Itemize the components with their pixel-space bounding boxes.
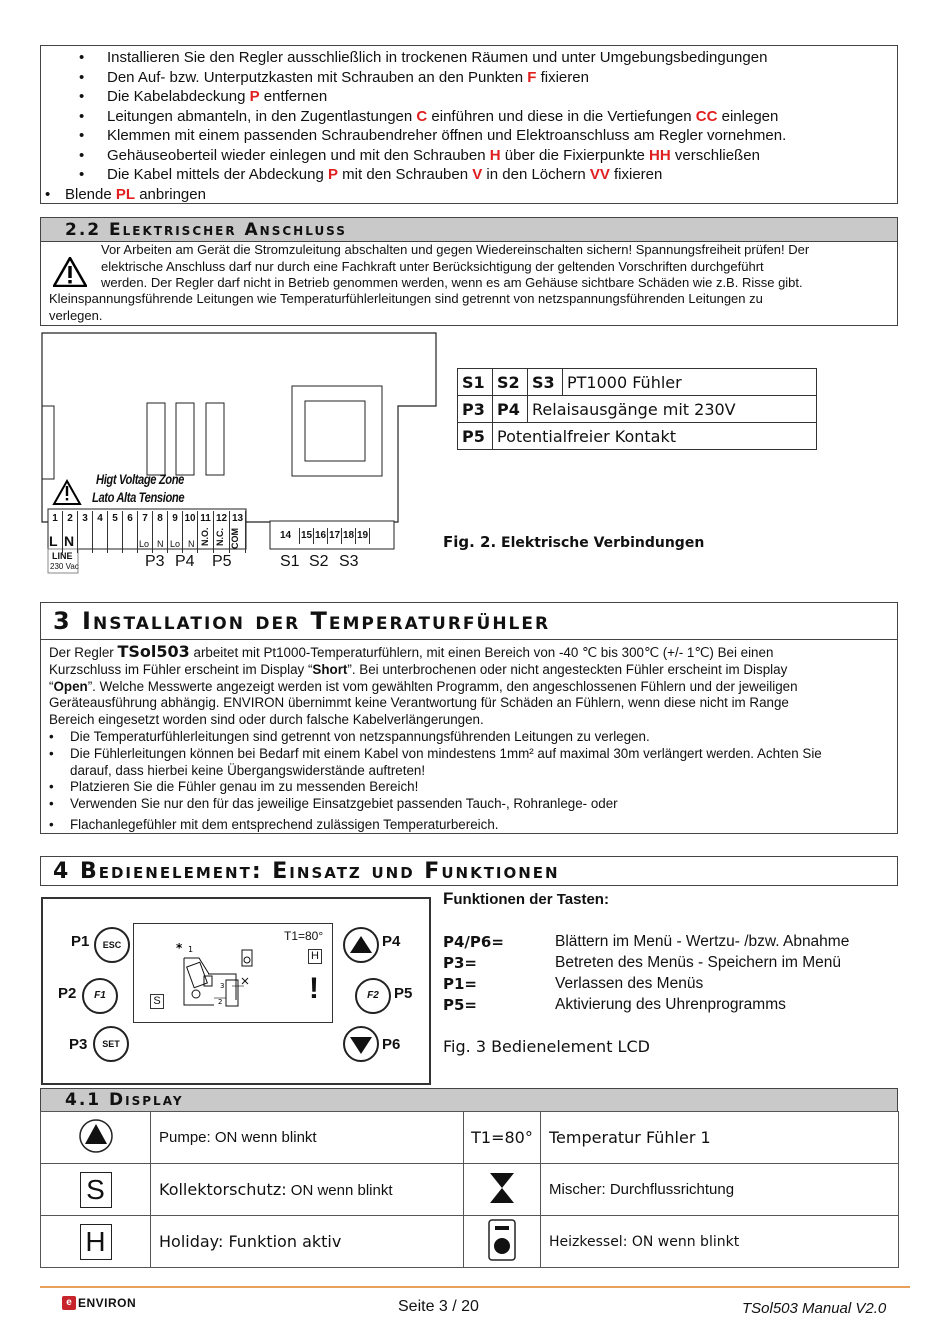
- list-item: • Den Auf- bzw. Unterputzkasten mit Schrauben an den Punkten F fixieren: [41, 68, 897, 88]
- figure-2-caption: [443, 533, 704, 551]
- terminal-number: 10: [183, 511, 198, 553]
- table-cell: T1=80°: [464, 1112, 541, 1164]
- lcd-warning-icon: !: [309, 972, 319, 1005]
- brand-mark-icon: e: [62, 1296, 76, 1310]
- terminal-number: 12: [214, 511, 230, 553]
- table-row: [41, 1216, 899, 1268]
- list-item: • Installieren Sie den Regler ausschließlich in trockenen Räumen und unter Umgebungsbedingungen: [41, 48, 897, 68]
- terminal-number: 17: [328, 528, 342, 544]
- paragraph: Kurzschluss im Fühler erscheint im Display “Short”. Bei unterbrochenen oder nicht angesteckten Fühler erscheint im Display: [49, 661, 788, 677]
- terminal-number: 2: [63, 511, 78, 553]
- sensor-bullets: [49, 729, 889, 834]
- terminal-number: 7: [138, 511, 153, 553]
- terminal-number: 9: [168, 511, 183, 553]
- solar-system-schematic: [174, 940, 284, 1012]
- section-4-1-header: [40, 1088, 898, 1112]
- terminal-n: N: [157, 539, 164, 549]
- function-key: P5=: [443, 995, 477, 1014]
- figure-3-caption: Fig. 3 Bedienelement LCD: [443, 1037, 650, 1056]
- hourglass-icon: [464, 1164, 541, 1216]
- f2-button[interactable]: F2: [355, 978, 391, 1014]
- down-arrow-icon: [345, 1028, 377, 1060]
- list-item: • Gehäuseoberteil wieder einlegen und mit den Schrauben H über die Fixierpunkte HH verschließen: [41, 146, 897, 166]
- warning-line: Kleinspannungsführende Leitungen wie Temperaturfühlerleitungen sind getrennt von netzspannungsführenden Leitungen zu: [49, 291, 763, 306]
- control-panel: [41, 897, 431, 1085]
- terminal-number: 5: [108, 511, 123, 553]
- section-title: 2.2 Elektrischer Anschluss: [65, 220, 347, 240]
- function-description: Betreten des Menüs - Speichern im Menü: [555, 953, 842, 971]
- label-p4: P4: [382, 933, 401, 950]
- list-item: • Flachanlegefühler mit dem entsprechend zulässigen Temperaturbereich.: [49, 817, 889, 834]
- list-item: • Klemmen mit einem passenden Schraubendreher öffnen und Elektroanschluss am Regler vornehmen.: [41, 126, 897, 146]
- warning-line: werden. Der Regler darf nicht in Betrieb genommen werden, wenn es am Gehäuse sichtbare Schäden wie z.B. Risse gibt.: [101, 275, 803, 290]
- table-cell: Holiday: Funktion aktiv: [151, 1216, 464, 1268]
- down-arrow-button[interactable]: [343, 1026, 379, 1062]
- terminal-number: 11: [198, 511, 214, 553]
- paragraph: Geräteausführung abhängig. ENVIRON übernimmt keine Verantwortung für Schäden an Fühlern, wenn diese nicht im Range: [49, 695, 789, 711]
- label-p6: P6: [382, 1036, 401, 1053]
- table-cell: Temperatur Fühler 1: [541, 1112, 899, 1164]
- paragraph: “Open”. Welche Messwerte angezeigt werden ist vom gewählten Programm, den angeschlossenen Fühlern und der jeweiligen: [49, 678, 798, 694]
- boiler-icon: [464, 1216, 541, 1268]
- function-description: Verlassen des Menüs: [555, 974, 704, 992]
- terminal-strip-left: [48, 511, 246, 527]
- section-4-header: [40, 856, 898, 886]
- terminal-n: N: [188, 539, 195, 549]
- function-key: P4/P6=: [443, 932, 504, 951]
- voltage-zone-label: Higt Voltage Zone: [96, 471, 184, 487]
- key-functions-list: [443, 931, 883, 1015]
- table-row: [41, 1112, 899, 1164]
- group-p5: P5: [212, 553, 232, 570]
- terminal-l: L: [49, 533, 58, 549]
- wiring-diagram: [40, 331, 440, 581]
- label-p3: P3: [69, 1036, 88, 1053]
- table-cell: Mischer: Durchflussrichtung: [541, 1164, 899, 1216]
- model-name: TSol503: [117, 642, 190, 661]
- page-number: Seite 3 / 20: [398, 1298, 479, 1315]
- connection-description: Relaisausgänge mit 230V: [528, 396, 817, 423]
- function-key: P1=: [443, 974, 477, 993]
- list-item: • Die Temperaturfühlerleitungen sind getrennt von netzspannungsführenden Leitungen zu verlegen.: [49, 729, 889, 746]
- connection-code: P4: [493, 396, 528, 423]
- terminal-lo: Lo: [139, 539, 150, 549]
- list-item: • Die Fühlerleitungen können bei Bedarf mit einem Kabel von mindestens 1mm² auf maximal 30m verlängert werden. Achten Sie darauf, dass hierbei keine Übergangswiderstände auftreten!: [49, 746, 889, 780]
- lcd-display: [133, 923, 333, 1023]
- list-item: [443, 952, 883, 973]
- connection-code: S2: [493, 369, 528, 396]
- connection-legend-table: [457, 368, 817, 450]
- terminal-number: 15: [300, 528, 314, 544]
- terminal-number: 16: [314, 528, 328, 544]
- up-arrow-button[interactable]: [343, 927, 379, 963]
- warning-line: elektrische Anschluss darf nur durch eine Fachkraft unter Berücksichtigung der geltenden Vorschriften durchgeführt: [101, 258, 764, 274]
- brand-logo: [62, 1296, 136, 1310]
- connection-code: P5: [458, 423, 493, 450]
- table-row: [458, 396, 817, 423]
- line-label: LINE: [52, 551, 73, 561]
- schematic-label: 1: [188, 945, 194, 954]
- list-item: • Blende PL anbringen: [41, 185, 897, 205]
- terminal-number: 19: [356, 528, 370, 544]
- list-item: • Leitungen abmanteln, in den Zugentlastungen C einführen und diese in die Vertiefungen CC einlegen: [41, 107, 897, 127]
- group-s3: S3: [339, 553, 359, 570]
- lcd-collector-icon: S: [150, 994, 164, 1009]
- function-description: Blättern im Menü - Wertzu- /bzw. Abnahme: [555, 932, 850, 950]
- connection-description: Potentialfreier Kontakt: [493, 423, 817, 450]
- table-row: [458, 369, 817, 396]
- warning-line: verlegen.: [49, 307, 103, 323]
- list-item: • Verwenden Sie nur den für das jeweilige Einsatzgebiet passenden Tauch-, Rohranlege- oder: [49, 796, 889, 813]
- paragraph: Bereich eingesetzt worden sind oder durch falsche Kabelverlängerungen.: [49, 712, 484, 728]
- section-2-2-body: [40, 241, 898, 326]
- terminal-number: 6: [123, 511, 138, 553]
- connection-code: P3: [458, 396, 493, 423]
- label-p5: P5: [394, 985, 413, 1002]
- list-item: [443, 931, 883, 952]
- terminal-com: COM: [230, 528, 240, 549]
- label-p1: P1: [71, 933, 90, 950]
- section-3: [40, 602, 898, 834]
- terminal-number: 1: [48, 511, 63, 553]
- terminal-nc: N.C.: [215, 528, 225, 546]
- section-2-2-header: [40, 217, 898, 242]
- install-last-list: [41, 185, 897, 205]
- terminal-number: 18: [342, 528, 356, 544]
- connection-code: S1: [458, 369, 493, 396]
- group-s2: S2: [309, 553, 329, 570]
- f1-button[interactable]: F1: [82, 978, 118, 1014]
- terminal-number: 4: [93, 511, 108, 553]
- list-item: [443, 994, 883, 1015]
- lcd-holiday-icon: H: [308, 949, 322, 964]
- pump-triangle-icon: [41, 1112, 151, 1164]
- footer-rule: [40, 1286, 910, 1288]
- terminal-no: N.O.: [200, 527, 210, 546]
- voltage-zone-label-it: Lato Alta Tensione: [92, 489, 185, 505]
- manual-version: TSol503 Manual V2.0: [742, 1300, 887, 1317]
- install-steps-section: [40, 45, 898, 204]
- install-steps-list: [41, 48, 897, 185]
- table-cell: Pumpe: ON wenn blinkt: [151, 1112, 464, 1164]
- terminal-number: 8: [153, 511, 168, 553]
- warning-triangle-icon: [53, 257, 87, 292]
- table-cell: Heizkessel: ON wenn blinkt: [541, 1216, 899, 1268]
- terminal-lo: Lo: [170, 539, 181, 549]
- set-button[interactable]: SET: [93, 1026, 129, 1062]
- terminal-strip-right: [272, 528, 370, 544]
- group-p3: P3: [145, 553, 165, 570]
- svg-text:*: *: [176, 941, 183, 955]
- s-letter-icon: S: [41, 1164, 151, 1216]
- list-item: • Die Kabelabdeckung P entfernen: [41, 87, 897, 107]
- group-s1: S1: [280, 553, 300, 570]
- function-key: P3=: [443, 953, 477, 972]
- schematic-label: 2: [218, 998, 223, 1006]
- paragraph: Der Regler TSol503 arbeitet mit Pt1000-Temperaturfühlern, mit einen Bereich von -40 ℃ bis 300℃ (+/- 1℃) Bei einen: [49, 642, 774, 661]
- terminal-number: 14: [272, 528, 300, 544]
- figure-number: Fig. 2.: [443, 533, 497, 551]
- voltage-label: 230 Vac: [50, 562, 79, 571]
- h-letter-icon: H: [41, 1216, 151, 1268]
- terminal-number: 3: [78, 511, 93, 553]
- display-symbols-table: [40, 1111, 899, 1268]
- label-p2: P2: [58, 985, 77, 1002]
- list-item: • Die Kabel mittels der Abdeckung P mit den Schrauben V in den Löchern VV fixieren: [41, 165, 897, 185]
- functions-title: Funktionen der Tasten:: [443, 889, 609, 908]
- section-title: 3 Installation der Temperaturfühler: [41, 603, 897, 640]
- table-row: [41, 1164, 899, 1216]
- section-title: 4 Bedienelement: Einsatz und Funktionen: [53, 859, 560, 884]
- list-item: [443, 973, 883, 994]
- terminal-number: 13: [230, 511, 246, 553]
- lcd-temperature: T1=80°: [284, 929, 324, 943]
- figure-text: Elektrische Verbindungen: [496, 535, 705, 551]
- table-row: [458, 423, 817, 450]
- brand-name: ENVIRON: [78, 1296, 137, 1310]
- table-cell: Kollektorschutz: ON wenn blinkt: [151, 1164, 464, 1216]
- esc-button[interactable]: ESC: [94, 927, 130, 963]
- section-title: 4.1 Display: [65, 1090, 184, 1110]
- warning-line: Vor Arbeiten am Gerät die Stromzuleitung abschalten und gegen Wiedereinschalten sichern! Spannungsfreiheit prüfen! Der: [101, 242, 810, 257]
- connection-code: S3: [528, 369, 563, 396]
- up-arrow-icon: [345, 929, 377, 961]
- list-item: • Platzieren Sie die Fühler genau im zu messenden Bereich!: [49, 779, 889, 796]
- schematic-label: 3: [220, 982, 225, 990]
- terminal-n: N: [64, 533, 75, 549]
- function-description: Aktivierung des Uhrenprogramms: [555, 995, 786, 1013]
- connection-description: PT1000 Fühler: [563, 369, 817, 396]
- group-p4: P4: [175, 553, 195, 570]
